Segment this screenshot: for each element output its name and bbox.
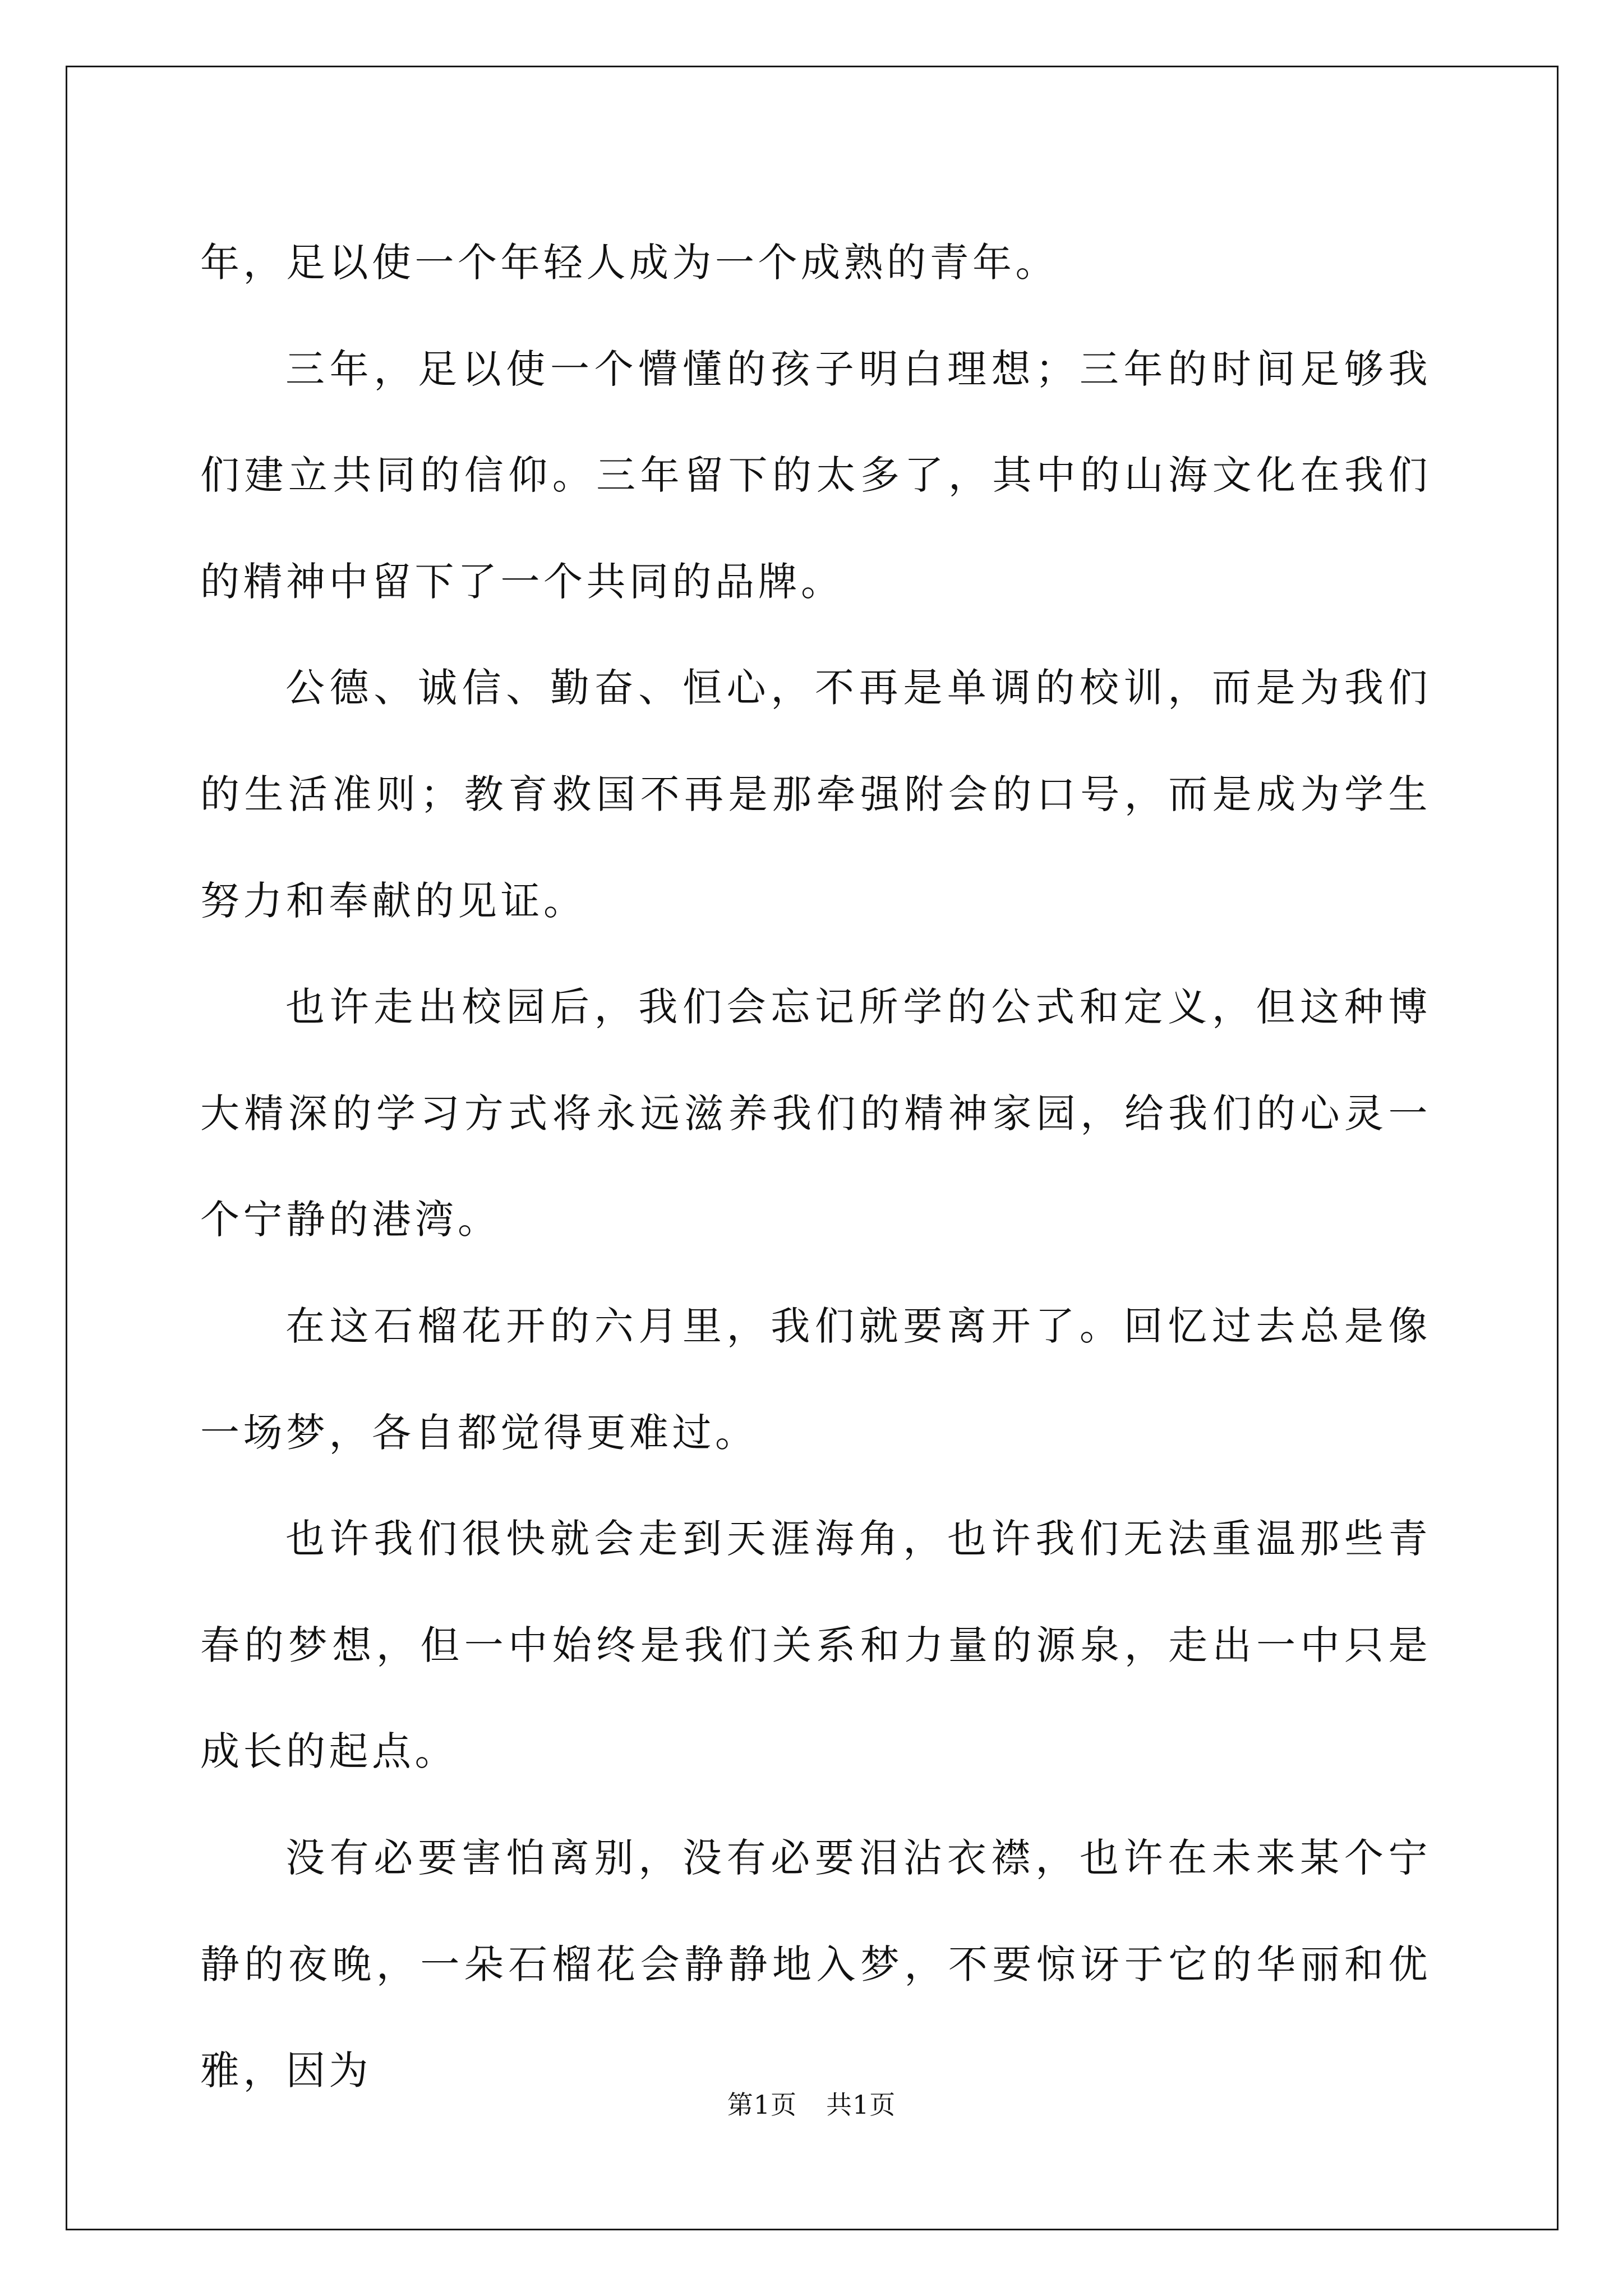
page-number: 第1页 [727,2090,797,2120]
paragraph: 在这石榴花开的六月里，我们就要离开了。回忆过去总是像一场梦，各自都觉得更难过。 [200,1303,1431,1456]
page-footer [0,2088,1623,2122]
paragraph: 公德、诚信、勤奋、恒心，不再是单调的校训，而是为我们的生活准则；教育救国不再是那牵强附会的口号，而是成为学生努力和奉献的见证。 [200,665,1431,924]
paragraph: 也许我们很快就会走到天涯海角，也许我们无法重温那些青春的梦想，但一中始终是我们关系和力量的源泉，走出一中只是成长的起点。 [200,1516,1431,1775]
paragraph: 三年，足以使一个懵懂的孩子明白理想；三年的时间足够我们建立共同的信仰。三年留下的太多了，其中的山海文化在我们的精神中留下了一个共同的品牌。 [200,346,1431,605]
document-body [200,210,1431,2124]
paragraph: 没有必要害怕离别，没有必要泪沾衣襟，也许在未来某个宁静的夜晚，一朵石榴花会静静地入梦，不要惊讶于它的华丽和优雅，因为 [200,1834,1431,2094]
paragraph-continuation: 年，足以使一个年轻人成为一个成熟的青年。 [200,240,1058,286]
page-total: 共1页 [826,2090,896,2120]
paragraph: 也许走出校园后，我们会忘记所学的公式和定义，但这种博大精深的学习方式将永远滋养我们的精神家园，给我们的心灵一个宁静的港湾。 [200,984,1431,1243]
